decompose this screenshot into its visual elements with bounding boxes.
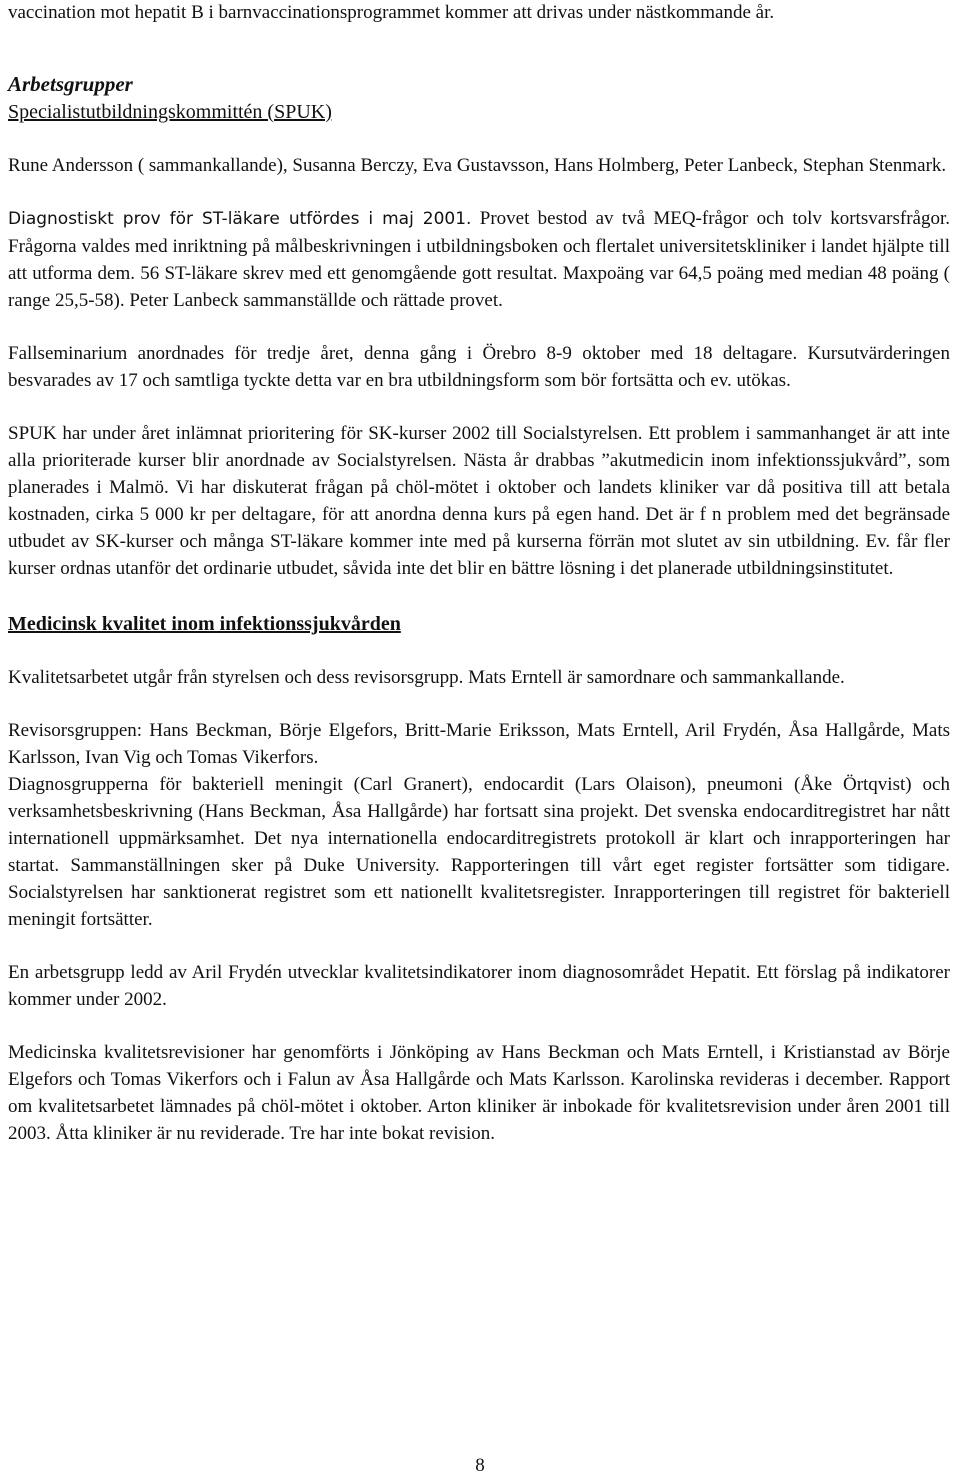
exam-sentence-sans: Diagnostiskt prov för ST-läkare utfördes i maj 2001. xyxy=(8,209,472,229)
spuk-members-paragraph: Rune Andersson ( sammankallande), Susanna Berczy, Eva Gustavsson, Hans Holmberg, Peter Lanbeck, Stephan Stenmark. xyxy=(8,155,947,176)
hepatitis-paragraph: En arbetsgrupp ledd av Aril Frydén utvecklar kvalitetsindikatorer inom diagnosområdet Hepatit. Ett förslag på indikatorer kommer under 2002. xyxy=(8,962,950,1010)
intro-paragraph: vaccination mot hepatit B i barnvaccinationsprogrammet kommer att drivas under nästkommande år. xyxy=(8,2,775,23)
section-title-kvalitet: Medicinsk kvalitet inom infektionssjukvården xyxy=(8,613,401,635)
seminar-paragraph: Fallseminarium anordnades för tredje året, denna gång i Örebro 8-9 oktober med 18 deltagare. Kursutvärderingen besvarades av 17 och samtliga tyckte detta var en bra utbildningsform som bör fortsätta och ev. utökas. xyxy=(8,343,950,391)
quality-intro-paragraph: Kvalitetsarbetet utgår från styrelsen och dess revisorsgrupp. Mats Erntell är samordnare och sammankallande. xyxy=(8,667,845,688)
revisors-paragraph: Revisorsgruppen: Hans Beckman, Börje Elgefors, Britt-Marie Eriksson, Mats Erntell, Aril Frydén, Åsa Hallgårde, Mats Karlsson, Ivan Vig och Tomas Vikerfors. xyxy=(8,720,950,768)
exam-text: Provet bestod av två MEQ-frågor och tolv kortsvarsfrågor. Frågorna valdes med inriktning på målbeskrivningen i utbildningsboken och flertalet universitetskliniker i landet hjälpte till att utforma dem. 56 ST-läkare skrev med ett genomgående gott resultat. Maxpoäng var 64,5 poäng med median 48 poäng ( range 25,5-58). Peter Lanbeck sammanställde och rättade provet. xyxy=(8,208,950,311)
page-number: 8 xyxy=(475,1455,485,1476)
courses-paragraph: SPUK har under året inlämnat prioritering för SK-kurser 2002 till Socialstyrelsen. Ett problem i sammanhanget är att inte alla prioriterade kurser blir anordnade av Socialstyrelsen. Nästa år drabbas ”akutmedicin inom infektionssjukvård”, som planerades i Malmö. Vi har diskuterat frågan på chöl-mötet i oktober och landets kliniker var då positiva till att betala kostnaden, cirka 5 000 kr per deltagare, för att anordna denna kurs på egen hand. Det är f n problem med det begränsade utbudet av SK-kurser och många ST-läkare kommer inte med på kurserna förrän mot slutet av sin utbildning. Ev. får fler kurser ordnas utanför det ordinarie utbudet, såvida inte det blir en bättre lösning i det planerade utbildningsinstitutet. xyxy=(8,423,950,579)
revisions-paragraph: Medicinska kvalitetsrevisioner har genomförts i Jönköping av Hans Beckman och Mats Erntell, i Kristianstad av Börje Elgefors och Tomas Vikerfors och i Falun av Åsa Hallgårde och Mats Karlsson. Karolinska revideras i december. Rapport om kvalitetsarbetet lämnades på chöl-mötet i oktober. Arton kliniker är inbokade för kvalitetsrevision under åren 2001 till 2003. Åtta kliniker är nu reviderade. Tre har inte bokat revision. xyxy=(8,1042,950,1144)
diagnosis-groups-paragraph: Diagnosgrupperna för bakteriell meningit (Carl Granert), endocardit (Lars Olaison), pneumoni (Åke Örtqvist) och verksamhetsbeskrivning (Hans Beckman, Åsa Hallgårde) har fortsatt sina projekt. Det svenska endocarditregistret har nått internationell uppmärksamhet. Det nya internationella endocarditregistrets protokoll är klart och inrapporteringen har startat. Sammanställningen sker på Duke University. Rapporteringen till vårt eget register fortsätter som tidigare. Socialstyrelsen har sanktionerat registret som ett nationellt kvalitetsregister. Inrapporteringen till registret för bakteriell meningit fortsätter. xyxy=(8,774,950,930)
exam-paragraph xyxy=(8,205,950,314)
subsection-title-spuk: Specialistutbildningskommittén (SPUK) xyxy=(8,101,332,123)
section-title-arbetsgrupper: Arbetsgrupper xyxy=(8,72,133,96)
